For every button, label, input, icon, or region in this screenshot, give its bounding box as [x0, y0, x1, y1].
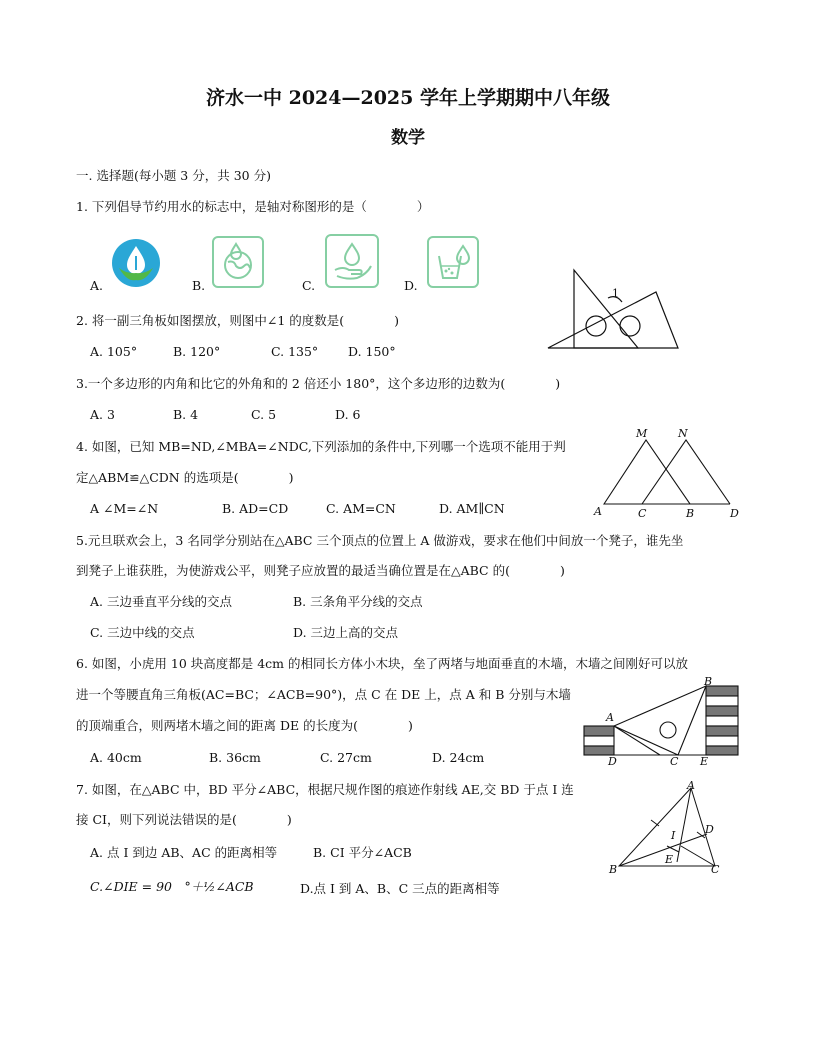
- q7-option-b: B. CI 平分∠ACB: [313, 845, 412, 860]
- q3-option-d: D. 6: [335, 407, 361, 422]
- q1-option-c: C.: [302, 278, 316, 293]
- section-heading: 一. 选择题(每小题 3 分，共 30 分): [76, 168, 271, 183]
- q4-option-c: C. AM=CN: [326, 501, 396, 516]
- q4-label-m: M: [636, 427, 648, 440]
- q6-stem-line1: 6. 如图，小虎用 10 块高度都是 4cm 的相同长方体小木块，垒了两堵与地面垂直的木墙，木墙之间刚好可以放: [76, 656, 689, 671]
- q6-option-b: B. 36cm: [209, 750, 261, 765]
- q4-option-a: A ∠M=∠N: [90, 501, 159, 516]
- q6-label-e: E: [700, 755, 709, 768]
- q7-label-a: A: [687, 779, 695, 792]
- q6-option-a: A. 40cm: [90, 750, 142, 765]
- q3-option-b: B. 4: [173, 407, 199, 422]
- q7-label-b: B: [609, 863, 618, 876]
- q1-option-b: B.: [192, 278, 206, 293]
- q7-option-d: D.点 I 到 A、B、C 三点的距离相等: [300, 881, 500, 896]
- subject-title: 数学: [391, 128, 425, 148]
- q5-option-c: C. 三边中线的交点: [90, 625, 195, 640]
- q6-figure: [582, 674, 742, 768]
- q1-option-d: D.: [404, 278, 418, 293]
- q6-label-c: C: [670, 755, 679, 768]
- q5-stem-line1: 5.元旦联欢会上，3 名同学分别站在△ABC 三个顶点的位置上 A 做游戏，要求在他们中间放一个凳子，谁先坐: [76, 533, 684, 548]
- q4-stem-line2: 定△ABM≌△CDN 的选项是( ): [76, 470, 294, 485]
- water-logo-icon: [111, 238, 161, 288]
- q2-stem: 2. 将一副三角板如图摆放，则图中∠1 的度数是( ): [76, 313, 400, 328]
- q7-stem-line1: 7. 如图，在△ABC 中，BD 平分∠ABC，根据尺规作图的痕迹作射线 AE,交 BD 于点 I 连: [76, 782, 574, 797]
- q7-label-e: E: [665, 853, 674, 866]
- q4-figure: [590, 426, 740, 520]
- q3-option-a: A. 3: [90, 407, 115, 422]
- q7-option-c: C.∠DIE = 90 °＋½∠ACB: [90, 879, 254, 894]
- q5-option-b: B. 三条角平分线的交点: [293, 594, 423, 609]
- q6-stem-line3: 的顶端重合，则两堵木墙之间的距离 DE 的长度为( ): [76, 718, 413, 733]
- q5-option-d: D. 三边上高的交点: [293, 625, 399, 640]
- q6-stem-line2: 进一个等腰直角三角板(AC=BC；∠ACB=90°)，点 C 在 DE 上，点 A 和 B 分别与木墙: [76, 687, 571, 702]
- q4-label-c: C: [638, 507, 647, 520]
- q7-option-a: A. 点 I 到边 AB、AC 的距离相等: [90, 845, 278, 860]
- q5-stem-line2: 到凳子上谁获胜，为使游戏公平，则凳子应放置的最适当确位置是在△ABC 的( ): [76, 563, 565, 578]
- q6-label-d: D: [608, 755, 617, 768]
- q4-label-b: B: [686, 507, 695, 520]
- q2-angle-label: 1: [612, 287, 619, 300]
- q2-figure: [546, 268, 686, 352]
- q1-option-a: A.: [90, 278, 104, 293]
- q2-option-d: D. 150°: [348, 344, 396, 359]
- glass-drop-icon: [427, 236, 479, 288]
- q7-figure: [605, 778, 733, 878]
- drop-earth-icon: [212, 236, 264, 288]
- q6-label-a: A: [606, 711, 614, 724]
- q4-label-a: A: [594, 505, 602, 518]
- q4-option-b: B. AD=CD: [222, 501, 289, 516]
- q4-stem-line1: 4. 如图，已知 MB=ND,∠MBA=∠NDC,下列添加的条件中,下列哪一个选项不能用于判: [76, 439, 566, 454]
- q1-stem: 1. 下列倡导节约用水的标志中，是轴对称图形的是（ ）: [76, 199, 430, 214]
- q6-option-c: C. 27cm: [320, 750, 372, 765]
- q2-option-b: B. 120°: [173, 344, 221, 359]
- q6-label-b: B: [704, 675, 713, 688]
- page-title: 济水一中 2024—2025 学年上学期期中八年级: [206, 87, 610, 109]
- q4-label-d: D: [730, 507, 739, 520]
- q7-label-i: I: [671, 829, 676, 842]
- q3-option-c: C. 5: [251, 407, 277, 422]
- q5-option-a: A. 三边垂直平分线的交点: [90, 594, 232, 609]
- q2-option-c: C. 135°: [271, 344, 319, 359]
- q7-label-c: C: [711, 863, 720, 876]
- q6-option-d: D. 24cm: [432, 750, 485, 765]
- q7-label-d: D: [705, 823, 714, 836]
- hand-drop-icon: [325, 234, 379, 288]
- q4-label-n: N: [678, 427, 688, 440]
- q4-option-d: D. AM∥CN: [439, 501, 505, 516]
- q7-stem-line2: 接 CI，则下列说法错误的是( ): [76, 812, 292, 827]
- q2-option-a: A. 105°: [90, 344, 138, 359]
- q3-stem: 3.一个多边形的内角和比它的外角和的 2 倍还小 180°，这个多边形的边数为( ): [76, 376, 561, 391]
